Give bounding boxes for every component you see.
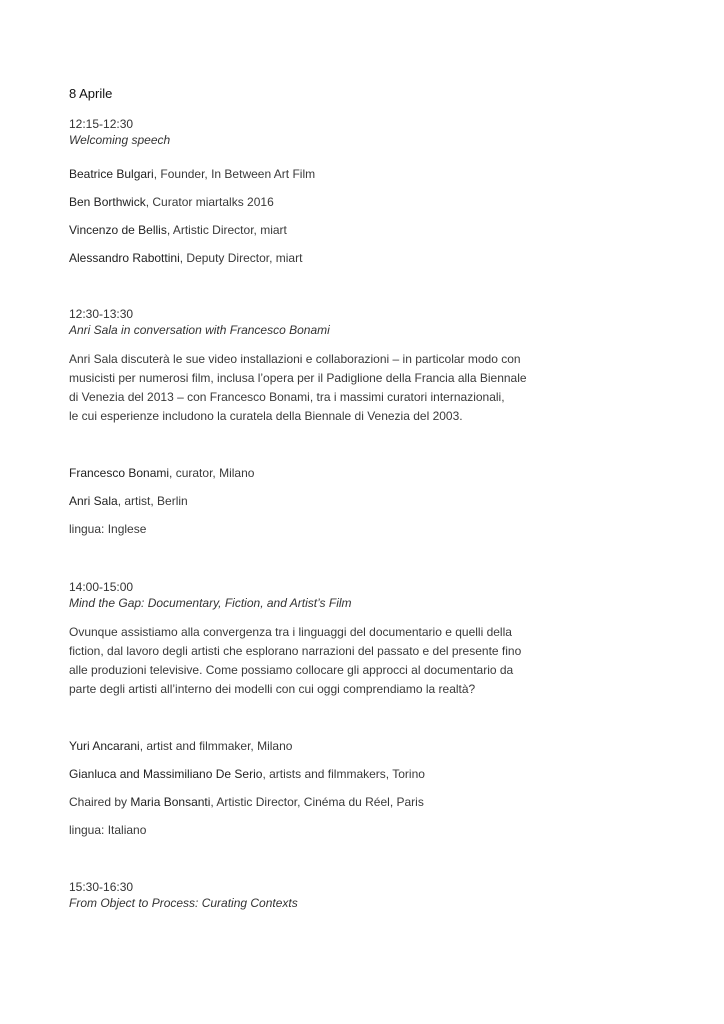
speaker-name: Anri Sala — [69, 494, 118, 508]
session-description — [69, 350, 527, 426]
session-time: 12:30-13:30 — [69, 307, 134, 321]
speaker-line — [69, 250, 302, 266]
description-line: fiction, dal lavoro degli artisti che esplorano narrazioni del passato e del presente fino — [69, 644, 522, 658]
session-time: 12:15-12:30 — [69, 117, 134, 131]
speaker-role: , artist, Berlin — [117, 494, 188, 508]
speaker-line — [69, 493, 188, 509]
speaker-name: Beatrice Bulgari — [69, 167, 154, 181]
speaker-name: Alessandro Rabottini — [69, 251, 180, 265]
speaker-line — [69, 766, 425, 782]
speaker-line — [69, 194, 274, 210]
speaker-line — [69, 738, 292, 754]
description-line: le cui esperienze includono la curatela della Biennale di Venezia del 2003. — [69, 409, 463, 423]
speaker-role: , Artistic Director, miart — [166, 223, 287, 237]
speaker-prefix: Chaired by — [69, 795, 131, 809]
session-time: 14:00-15:00 — [69, 580, 134, 594]
description-line: di Venezia del 2013 – con Francesco Bonami, tra i massimi curatori internazionali, — [69, 390, 505, 404]
description-line: parte degli artisti all’interno dei modelli con cui oggi comprendiamo la realtà? — [69, 682, 476, 696]
speaker-name: Ben Borthwick — [69, 195, 146, 209]
speaker-name: Vincenzo de Bellis — [69, 223, 167, 237]
speaker-name: Gianluca and Massimiliano De Serio — [69, 767, 263, 781]
speaker-line — [69, 465, 254, 481]
speaker-role: , Artistic Director, Cinéma du Réel, Paris — [210, 795, 424, 809]
speaker-role: , curator, Milano — [169, 466, 255, 480]
speaker-role: , Founder, In Between Art Film — [153, 167, 316, 181]
description-line: Ovunque assistiamo alla convergenza tra i linguaggi del documentario e quelli della — [69, 625, 512, 639]
session-time: 15:30-16:30 — [69, 880, 134, 894]
session-title: Welcoming speech — [69, 133, 171, 147]
speaker-name: Maria Bonsanti — [130, 795, 211, 809]
session-anri-sala — [69, 306, 589, 536]
speaker-line — [69, 794, 424, 810]
session-title: Anri Sala in conversation with Francesco Bonami — [69, 323, 330, 337]
session-title: Mind the Gap: Documentary, Fiction, and Artist’s Film — [69, 596, 352, 610]
speaker-role: , Deputy Director, miart — [179, 251, 303, 265]
day-heading: 8 Aprile — [69, 86, 113, 101]
speaker-name: Yuri Ancarani — [69, 739, 140, 753]
session-title: From Object to Process: Curating Contexts — [69, 896, 298, 910]
session-welcoming — [69, 116, 589, 265]
session-language: lingua: Inglese — [69, 522, 147, 536]
session-description — [69, 623, 521, 699]
session-mind-the-gap — [69, 579, 589, 837]
speaker-role: , Curator miartalks 2016 — [145, 195, 274, 209]
description-line: musicisti per numerosi film, inclusa l’opera per il Padiglione della Francia alla Biennale — [69, 371, 527, 385]
speaker-role: , artists and filmmakers, Torino — [262, 767, 425, 781]
session-curating-contexts — [69, 879, 589, 912]
speaker-role: , artist and filmmaker, Milano — [139, 739, 293, 753]
speaker-line — [69, 166, 315, 182]
speaker-line — [69, 222, 287, 238]
description-line: Anri Sala discuterà le sue video installazioni e collaborazioni – in particolar modo con — [69, 352, 521, 366]
speaker-name: Francesco Bonami — [69, 466, 170, 480]
description-line: alle produzioni televisive. Come possiamo collocare gli approcci al documentario da — [69, 663, 514, 677]
session-language: lingua: Italiano — [69, 823, 147, 837]
